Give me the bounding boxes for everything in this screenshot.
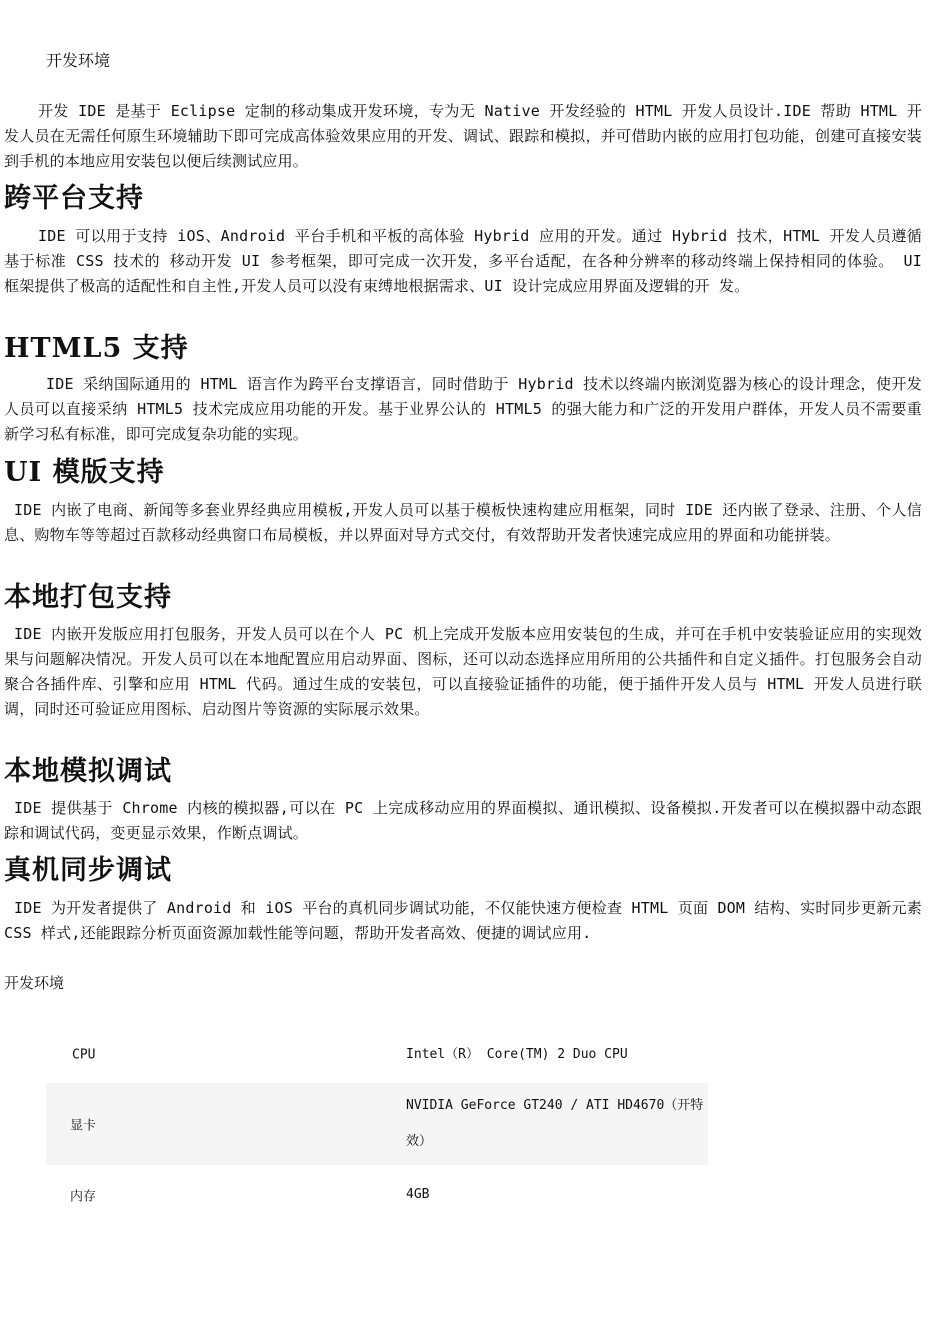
section-heading-local-packaging: 本地打包支持	[4, 582, 172, 613]
section-heading-local-simulation: 本地模拟调试	[4, 756, 172, 787]
section-heading-cross-platform: 跨平台支持	[4, 183, 144, 214]
section-heading-html5: HTML5 支持	[4, 333, 189, 364]
page-title: 开发环境	[46, 51, 111, 70]
table-cell-key: CPU	[72, 1047, 96, 1063]
table-cell-key: 内存	[70, 1189, 97, 1205]
section-heading-device-debugging: 真机同步调试	[4, 855, 172, 886]
table-row	[46, 1165, 708, 1225]
env-spec-table	[46, 1027, 708, 1225]
section-body-html5: IDE 采纳国际通用的 HTML 语言作为跨平台支撑语言，同时借助于 Hybrid 技术以终端内嵌浏览器为核心的设计理念，使开发人员可以直接采纳 HTML5 技术完成应用功能的开发。基于业界公认的 HTML5 的强大能力和广泛的开发用户群体，开发人员不需要重新学习私有标准，即可完成复杂功能的实现。	[4, 375, 922, 443]
section-body-local-packaging: IDE 内嵌开发版应用打包服务，开发人员可以在个人 PC 机上完成开发版本应用安装包的生成，并可在手机中安装验证应用的实现效果与问题解决情况。开发人员可以在本地配置应用启动界面、图标，还可以动态选择应用所用的公共插件和自定义插件。打包服务会自动聚合各插件库、引擎和应用 HTML 代码。通过生成的安装包，可以直接验证插件的功能，便于插件开发人员与 HTML 开发人员进行联调，同时还可验证应用图标、启动图片等资源的实际展示效果。	[4, 625, 922, 718]
intro-paragraph: 开发 IDE 是基于 Eclipse 定制的移动集成开发环境，专为无 Native 开发经验的 HTML 开发人员设计.IDE 帮助 HTML 开发人员在无需任何原生环境辅助下即可完成高体验效果应用的开发、调试、跟踪和模拟，并可借助内嵌的应用打包功能，创建可直接安装到手机的本地应用安装包以便后续测试应用。	[4, 102, 922, 170]
section-body-device-debugging: IDE 为开发者提供了 Android 和 iOS 平台的真机同步调试功能，不仅能快速方便检查 HTML 页面 DOM 结构、实时同步更新元素 CSS 样式,还能跟踪分析页面资源加载性能等问题，帮助开发者高效、便捷的调试应用.	[4, 899, 922, 942]
section-body-local-simulation: IDE 提供基于 Chrome 内核的模拟器,可以在 PC 上完成移动应用的界面模拟、通讯模拟、设备模拟.开发者可以在模拟器中动态跟踪和调试代码，变更显示效果，作断点调试。	[4, 799, 922, 842]
table-cell-key: 显卡	[70, 1118, 97, 1134]
table-cell-value: 4GB	[406, 1187, 430, 1202]
table-cell-value: NVIDIA GeForce GT240 / ATI HD4670（开特效）	[406, 1098, 704, 1149]
table-cell-value: Intel（R） Core(TM) 2 Duo CPU	[406, 1047, 628, 1062]
section-heading-ui-templates: UI 模版支持	[4, 457, 165, 488]
section-body-ui-templates: IDE 内嵌了电商、新闻等多套业界经典应用模板,开发人员可以基于模板快速构建应用框架，同时 IDE 还内嵌了登录、注册、个人信息、购物车等等超过百款移动经典窗口布局模板，并以界面对导方式交付，有效帮助开发者快速完成应用的界面和功能拼装。	[4, 501, 922, 544]
env-section-label: 开发环境	[4, 974, 65, 992]
section-body-cross-platform: IDE 可以用于支持 iOS、Android 平台手机和平板的高体验 Hybrid 应用的开发。通过 Hybrid 技术，HTML 开发人员遵循基于标准 CSS 技术的 移动开发 UI 参考框架，即可完成一次开发，多平台适配，在各种分辨率的移动终端上保持相同的体验。 UI 框架提供了极高的适配性和自主性,开发人员可以没有束缚地根据需求、UI 设计完成应用界面及逻辑的开 发。	[4, 227, 922, 295]
table-row	[46, 1083, 708, 1165]
table-row	[46, 1027, 708, 1083]
